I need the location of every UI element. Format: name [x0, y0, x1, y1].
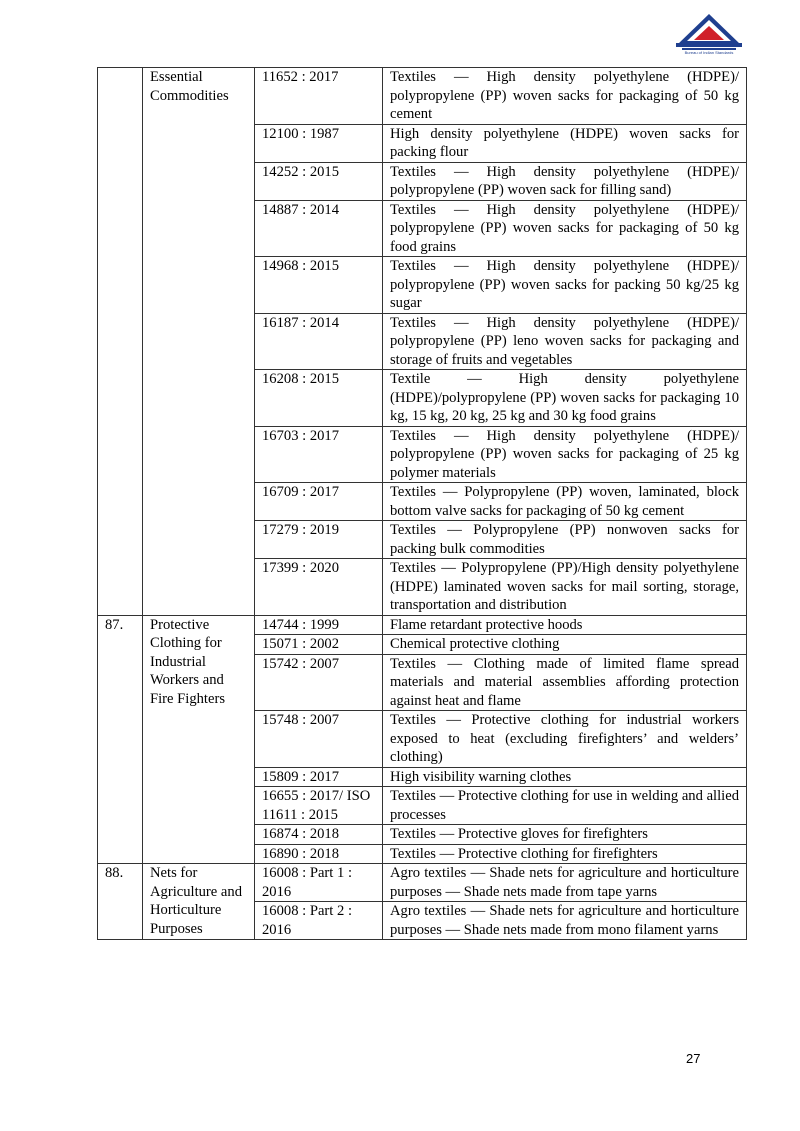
standards-table — [97, 67, 747, 940]
standard-title-cell: Agro textiles — Shade nets for agriculture and horticulture purposes — Shade nets made from mono filament yarns — [383, 902, 747, 940]
is-number-cell: 16008 : Part 2 : 2016 — [255, 902, 383, 940]
is-number-cell: 16703 : 2017 — [255, 426, 383, 483]
table-row — [98, 615, 747, 635]
standard-title-cell: Textiles — High density polyethylene (HDPE)/ polypropylene (PP) leno woven sacks for packaging and storage of fruits and vegetables — [383, 313, 747, 370]
standard-title-cell: Textiles — High density polyethylene (HDPE)/ polypropylene (PP) woven sacks for packing 50 kg/25 kg sugar — [383, 257, 747, 314]
is-number-cell: 17279 : 2019 — [255, 521, 383, 559]
standard-title-cell: High visibility warning clothes — [383, 767, 747, 787]
page-number: 27 — [686, 1051, 701, 1066]
standard-title-cell: Textiles — Polypropylene (PP) nonwoven sacks for packing bulk commodities — [383, 521, 747, 559]
product-group-cell: Protective Clothing for Industrial Workers and Fire Fighters — [143, 615, 255, 864]
table-row — [98, 864, 747, 902]
is-number-cell: 14744 : 1999 — [255, 615, 383, 635]
is-number-cell: 16187 : 2014 — [255, 313, 383, 370]
standard-title-cell: Flame retardant protective hoods — [383, 615, 747, 635]
standard-title-cell: Textiles — Protective clothing for firefighters — [383, 844, 747, 864]
standard-title-cell: Textiles — Clothing made of limited flame spread materials and material assemblies affording protection against heat and flame — [383, 654, 747, 711]
standard-title-cell: Textiles — Polypropylene (PP)/High density polyethylene (HDPE) laminated woven sacks for mail sorting, storage, transportation and distribution — [383, 559, 747, 616]
is-number-cell: 14252 : 2015 — [255, 162, 383, 200]
standard-title-cell: Textiles — Protective gloves for firefighters — [383, 825, 747, 845]
standard-title-cell: Chemical protective clothing — [383, 635, 747, 655]
standard-title-cell: Textiles — High density polyethylene (HDPE)/ polypropylene (PP) woven sacks for packaging of 50 kg food grains — [383, 200, 747, 257]
standard-title-cell: Textiles — Protective clothing for industrial workers exposed to heat (excluding firefighters’ and welders’ clothing) — [383, 711, 747, 768]
is-number-cell: 17399 : 2020 — [255, 559, 383, 616]
is-number-cell: 15071 : 2002 — [255, 635, 383, 655]
standard-title-cell: High density polyethylene (HDPE) woven sacks for packing flour — [383, 124, 747, 162]
is-number-cell: 15809 : 2017 — [255, 767, 383, 787]
is-number-cell: 14968 : 2015 — [255, 257, 383, 314]
standard-title-cell: Textiles — High density polyethylene (HDPE)/ polypropylene (PP) woven sack for filling sand) — [383, 162, 747, 200]
is-number-cell: 15742 : 2007 — [255, 654, 383, 711]
is-number-cell: 16709 : 2017 — [255, 483, 383, 521]
product-group-cell: Essential Commodities — [143, 68, 255, 616]
is-number-cell: 16208 : 2015 — [255, 370, 383, 427]
serial-number-cell: 88. — [98, 864, 143, 940]
is-number-cell: 16655 : 2017/ ISO 11611 : 2015 — [255, 787, 383, 825]
standard-title-cell: Textiles — Polypropylene (PP) woven, laminated, block bottom valve sacks for packaging of 50 kg cement — [383, 483, 747, 521]
is-number-cell: 14887 : 2014 — [255, 200, 383, 257]
standard-title-cell: Agro textiles — Shade nets for agriculture and horticulture purposes — Shade nets made from tape yarns — [383, 864, 747, 902]
standard-title-cell: Textiles — Protective clothing for use in welding and allied processes — [383, 787, 747, 825]
is-number-cell: 15748 : 2007 — [255, 711, 383, 768]
standard-title-cell: Textiles — High density polyethylene (HDPE)/ polypropylene (PP) woven sacks for packaging of 25 kg polymer materials — [383, 426, 747, 483]
is-number-cell: 11652 : 2017 — [255, 68, 383, 125]
is-number-cell: 16890 : 2018 — [255, 844, 383, 864]
is-number-cell: 12100 : 1987 — [255, 124, 383, 162]
serial-number-cell — [98, 68, 143, 616]
serial-number-cell: 87. — [98, 615, 143, 864]
standard-title-cell: Textiles — High density polyethylene (HDPE)/ polypropylene (PP) woven sacks for packaging of 50 kg cement — [383, 68, 747, 125]
is-number-cell: 16008 : Part 1 : 2016 — [255, 864, 383, 902]
table-row — [98, 68, 747, 125]
logo-caption: Bureau of Indian Standards — [684, 50, 734, 55]
product-group-cell: Nets for Agriculture and Horticulture Purposes — [143, 864, 255, 940]
is-number-cell: 16874 : 2018 — [255, 825, 383, 845]
standard-title-cell: Textile — High density polyethylene (HDPE)/polypropylene (PP) woven sacks for packaging 10 kg, 15 kg, 20 kg, 25 kg and 30 kg food grains — [383, 370, 747, 427]
